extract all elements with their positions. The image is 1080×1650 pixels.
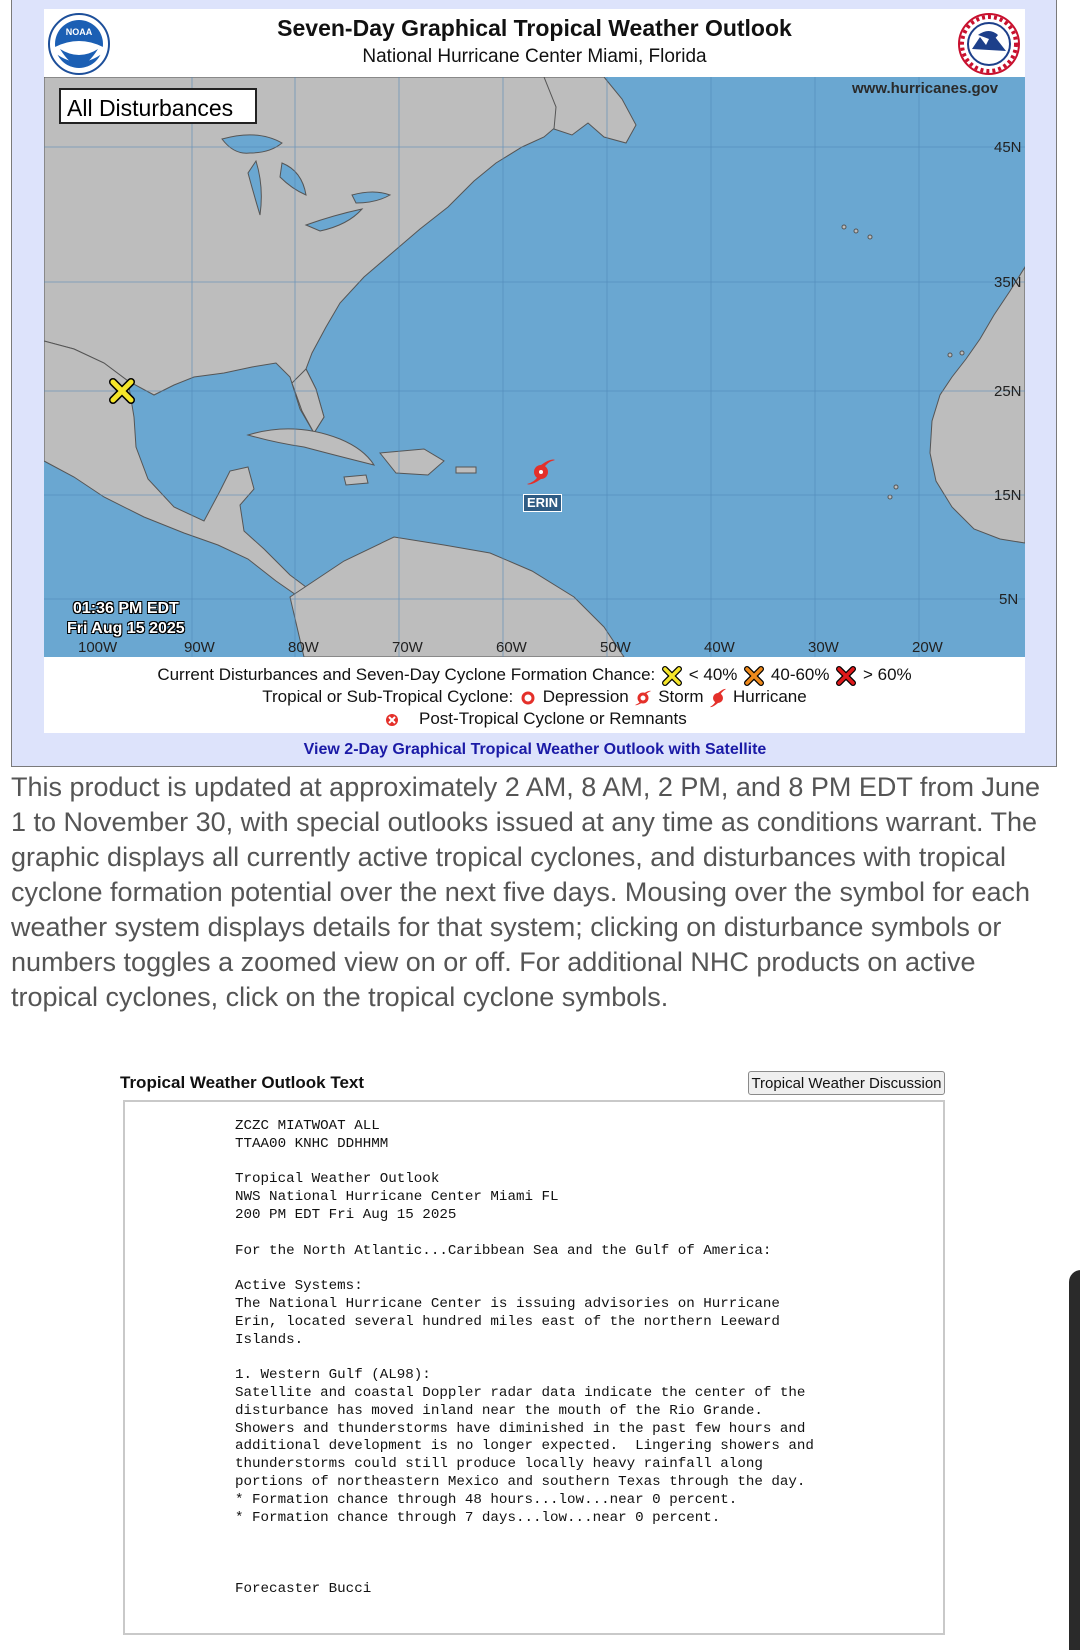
timestamp-date: Fri Aug 15 2025	[67, 620, 185, 637]
all-disturbances-label[interactable]: All Disturbances	[59, 88, 257, 124]
lat-label: 25N	[994, 383, 1022, 400]
storm-name-label[interactable]: ERIN	[523, 494, 562, 512]
lat-label: 15N	[994, 487, 1022, 504]
lon-label: 50W	[600, 639, 631, 656]
scrollbar-edge[interactable]	[1069, 1270, 1080, 1650]
map-canvas	[44, 77, 1025, 657]
lat-label: 5N	[999, 591, 1019, 608]
legend-medium: 40-60%	[770, 665, 830, 684]
legend-row-cyclones	[44, 687, 1025, 708]
product-description: This product is updated at approximately 2 AM, 8 AM, 2 PM, and 8 PM EDT from June 1 to November 30, with special outlooks issued at any time as conditions warrant. The graphic displays all currently active tropical cyclones, and disturbances with tropical cyclone formation potential over the next five days. Mousing over the symbol for each weather system displays details for that system; clicking on disturbance symbols or numbers toggles a zoomed view on or off. For additional NHC products on active tropical cyclones, click on the tropical cyclone symbols.	[11, 772, 1040, 1012]
legend-low: < 40%	[688, 665, 738, 684]
outlook-graphic-panel	[11, 0, 1057, 767]
view-2day-outlook-link[interactable]: View 2-Day Graphical Tropical Weather Outlook with Satellite	[303, 741, 767, 758]
graphic-subtitle: National Hurricane Center Miami, Florida	[362, 46, 707, 67]
lat-label: 45N	[994, 139, 1022, 156]
map-timestamp	[67, 599, 185, 639]
lon-label: 100W	[78, 639, 118, 656]
depression-icon	[518, 688, 538, 708]
legend-post-tropical: Post-Tropical Cyclone or Remnants	[419, 709, 687, 728]
legend-disturbance-label: Current Disturbances and Seven-Day Cyclone Formation Chance:	[157, 665, 656, 684]
website-label: www.hurricanes.gov	[852, 80, 999, 97]
legend-row-post-tropical	[44, 709, 1025, 730]
outlook-graphic	[44, 9, 1025, 733]
outlook-text-box[interactable]	[123, 1100, 945, 1635]
outlook-map[interactable]	[44, 77, 1025, 657]
outlook-text-title: Tropical Weather Outlook Text	[120, 1073, 365, 1092]
yellow-x-icon	[660, 666, 684, 686]
timestamp-time: 01:36 PM EDT	[73, 600, 179, 617]
orange-x-icon	[742, 666, 766, 686]
legend-cyclone-label: Tropical or Sub-Tropical Cyclone:	[262, 687, 514, 706]
lon-label: 40W	[704, 639, 735, 656]
graphic-title: Seven-Day Graphical Tropical Weather Outlook	[277, 15, 792, 41]
lon-label: 60W	[496, 639, 527, 656]
outlook-text: ZCZC MIATWOAT ALL TTAA00 KNHC DDHHMM Tropical Weather Outlook NWS National Hurricane Center Miami FL 200 PM EDT Fri Aug 15 2025 For the North Atlantic...Caribbean Sea and the Gulf of America: Active Systems: The National Hurricane Center is issuing advisories on Hurricane Erin, located several hundred miles east of the northern Leeward Islands. 1. Western Gulf (AL98): Satellite and coastal Doppler radar data indicate the center of the disturbance has moved inland near the mouth of the Rio Grande. Showers and thunderstorms have diminished in the past few hours and additional development is no longer expected. Lingering showers and thunderstorms could still produce locally heavy rainfall along portions of northeastern Mexico and southern Texas through the day. * Formation chance through 48 hours...low...near 0 percent. * Formation chance through 7 days...low...near 0 percent. Forecaster Bucci	[235, 1118, 814, 1597]
legend-high: > 60%	[862, 665, 912, 684]
lon-label: 90W	[184, 639, 215, 656]
storm-icon	[633, 688, 653, 708]
lat-label: 35N	[994, 274, 1022, 291]
nws-logo-icon	[958, 13, 1020, 75]
legend-depression: Depression	[542, 687, 629, 706]
legend-storm: Storm	[658, 687, 704, 706]
hurricane-icon	[708, 688, 728, 708]
map-legend	[44, 659, 1025, 733]
tropical-weather-discussion-button[interactable]: Tropical Weather Discussion	[748, 1071, 945, 1095]
legend-row-disturbances	[44, 665, 1025, 686]
legend-hurricane: Hurricane	[733, 687, 807, 706]
graphic-header	[44, 9, 1025, 77]
lon-label: 70W	[392, 639, 423, 656]
lon-label: 80W	[288, 639, 319, 656]
lon-label: 30W	[808, 639, 839, 656]
post-tropical-icon	[382, 710, 402, 730]
red-x-icon	[834, 666, 858, 686]
lon-label: 20W	[912, 639, 943, 656]
svg-text:NOAA: NOAA	[65, 27, 93, 37]
